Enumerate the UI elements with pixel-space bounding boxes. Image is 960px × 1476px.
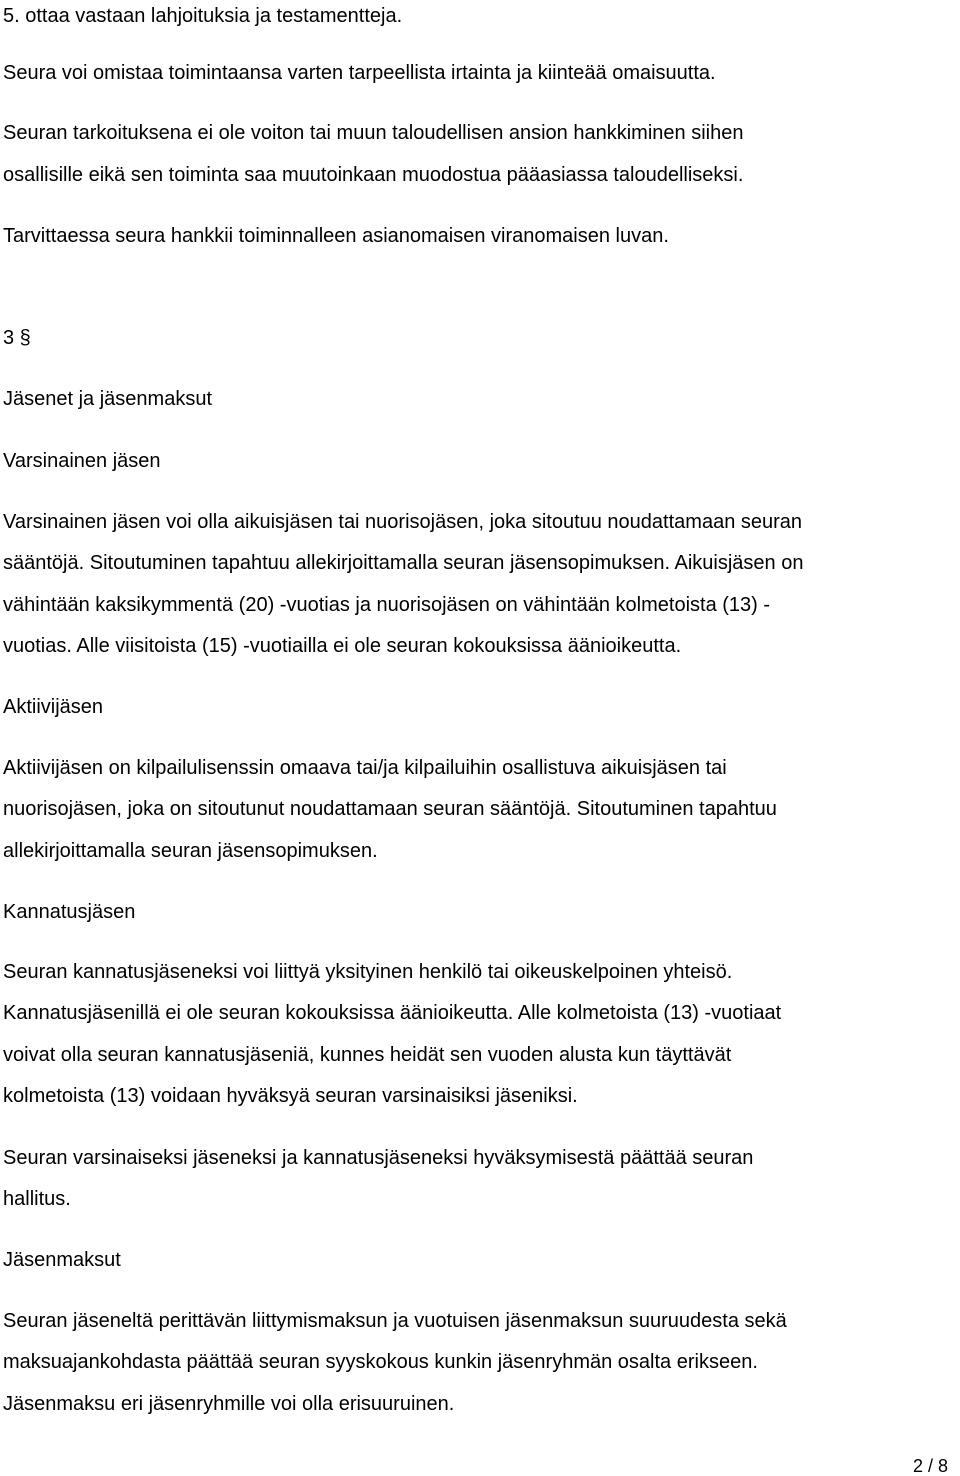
- paragraph-purpose-line-1: Seuran tarkoituksena ei ole voiton tai muun taloudellisen ansion hankkiminen siihen: [3, 122, 744, 144]
- paragraph-purpose-line-2: osallisille eikä sen toiminta saa muutoinkaan muodostua pääasiassa taloudelliseksi.: [3, 164, 744, 186]
- approval-line-1: Seuran varsinaiseksi jäseneksi ja kannatusjäseneksi hyväksymisestä päättää seuran: [3, 1147, 754, 1169]
- paragraph-property: Seura voi omistaa toimintaansa varten tarpeellista irtainta ja kiinteää omaisuutta.: [3, 62, 716, 84]
- fees-line-2: maksuajankohdasta päättää seuran syyskokous kunkin jäsenryhmän osalta erikseen.: [3, 1351, 758, 1373]
- fees-line-3: Jäsenmaksu eri jäsenryhmille voi olla erisuuruinen.: [3, 1393, 455, 1415]
- supporting-member-line-1: Seuran kannatusjäseneksi voi liittyä yksityinen henkilö tai oikeuskelpoinen yhteisö.: [3, 961, 733, 983]
- active-member-line-1: Aktiivijäsen on kilpailulisenssin omaava tai/ja kilpailuihin osallistuva aikuisjäsen tai: [3, 757, 727, 779]
- subheading-supporting-member: Kannatusjäsen: [3, 901, 136, 923]
- active-member-line-3: allekirjoittamalla seuran jäsensopimuksen.: [3, 840, 378, 862]
- paragraph-permit: Tarvittaessa seura hankkii toiminnalleen asianomaisen viranomaisen luvan.: [3, 225, 669, 247]
- supporting-member-line-2: Kannatusjäsenillä ei ole seuran kokouksissa äänioikeutta. Alle kolmetoista (13) -vuotiaat: [3, 1002, 782, 1024]
- supporting-member-line-4: kolmetoista (13) voidaan hyväksyä seuran varsinaisiksi jäseniksi.: [3, 1085, 578, 1107]
- regular-member-line-3: vähintään kaksikymmentä (20) -vuotias ja nuorisojäsen on vähintään kolmetoista (13) -: [3, 594, 771, 616]
- section-heading: Jäsenet ja jäsenmaksut: [3, 388, 213, 410]
- active-member-line-2: nuorisojäsen, joka on sitoutunut noudattamaan seuran sääntöjä. Sitoutuminen tapahtuu: [3, 798, 777, 820]
- regular-member-line-4: vuotias. Alle viisitoista (15) -vuotiailla ei ole seuran kokouksissa äänioikeutta.: [3, 635, 682, 657]
- list-item-5: 5. ottaa vastaan lahjoituksia ja testamentteja.: [3, 5, 403, 27]
- regular-member-line-2: sääntöjä. Sitoutuminen tapahtuu allekirjoittamalla seuran jäsensopimuksen. Aikuisjäsen on: [3, 552, 804, 574]
- page-number: 2 / 8: [912, 1456, 948, 1476]
- approval-line-2: hallitus.: [3, 1188, 71, 1210]
- fees-line-1: Seuran jäseneltä perittävän liittymismaksun ja vuotuisen jäsenmaksun suuruudesta sekä: [3, 1310, 787, 1332]
- supporting-member-line-3: voivat olla seuran kannatusjäseniä, kunnes heidät sen vuoden alusta kun täyttävät: [3, 1044, 732, 1066]
- regular-member-line-1: Varsinainen jäsen voi olla aikuisjäsen tai nuorisojäsen, joka sitoutuu noudattamaan seuran: [3, 511, 803, 533]
- subheading-regular-member: Varsinainen jäsen: [3, 450, 161, 472]
- section-number: 3 §: [3, 327, 31, 349]
- subheading-active-member: Aktiivijäsen: [3, 696, 104, 718]
- subheading-membership-fees: Jäsenmaksut: [3, 1249, 121, 1271]
